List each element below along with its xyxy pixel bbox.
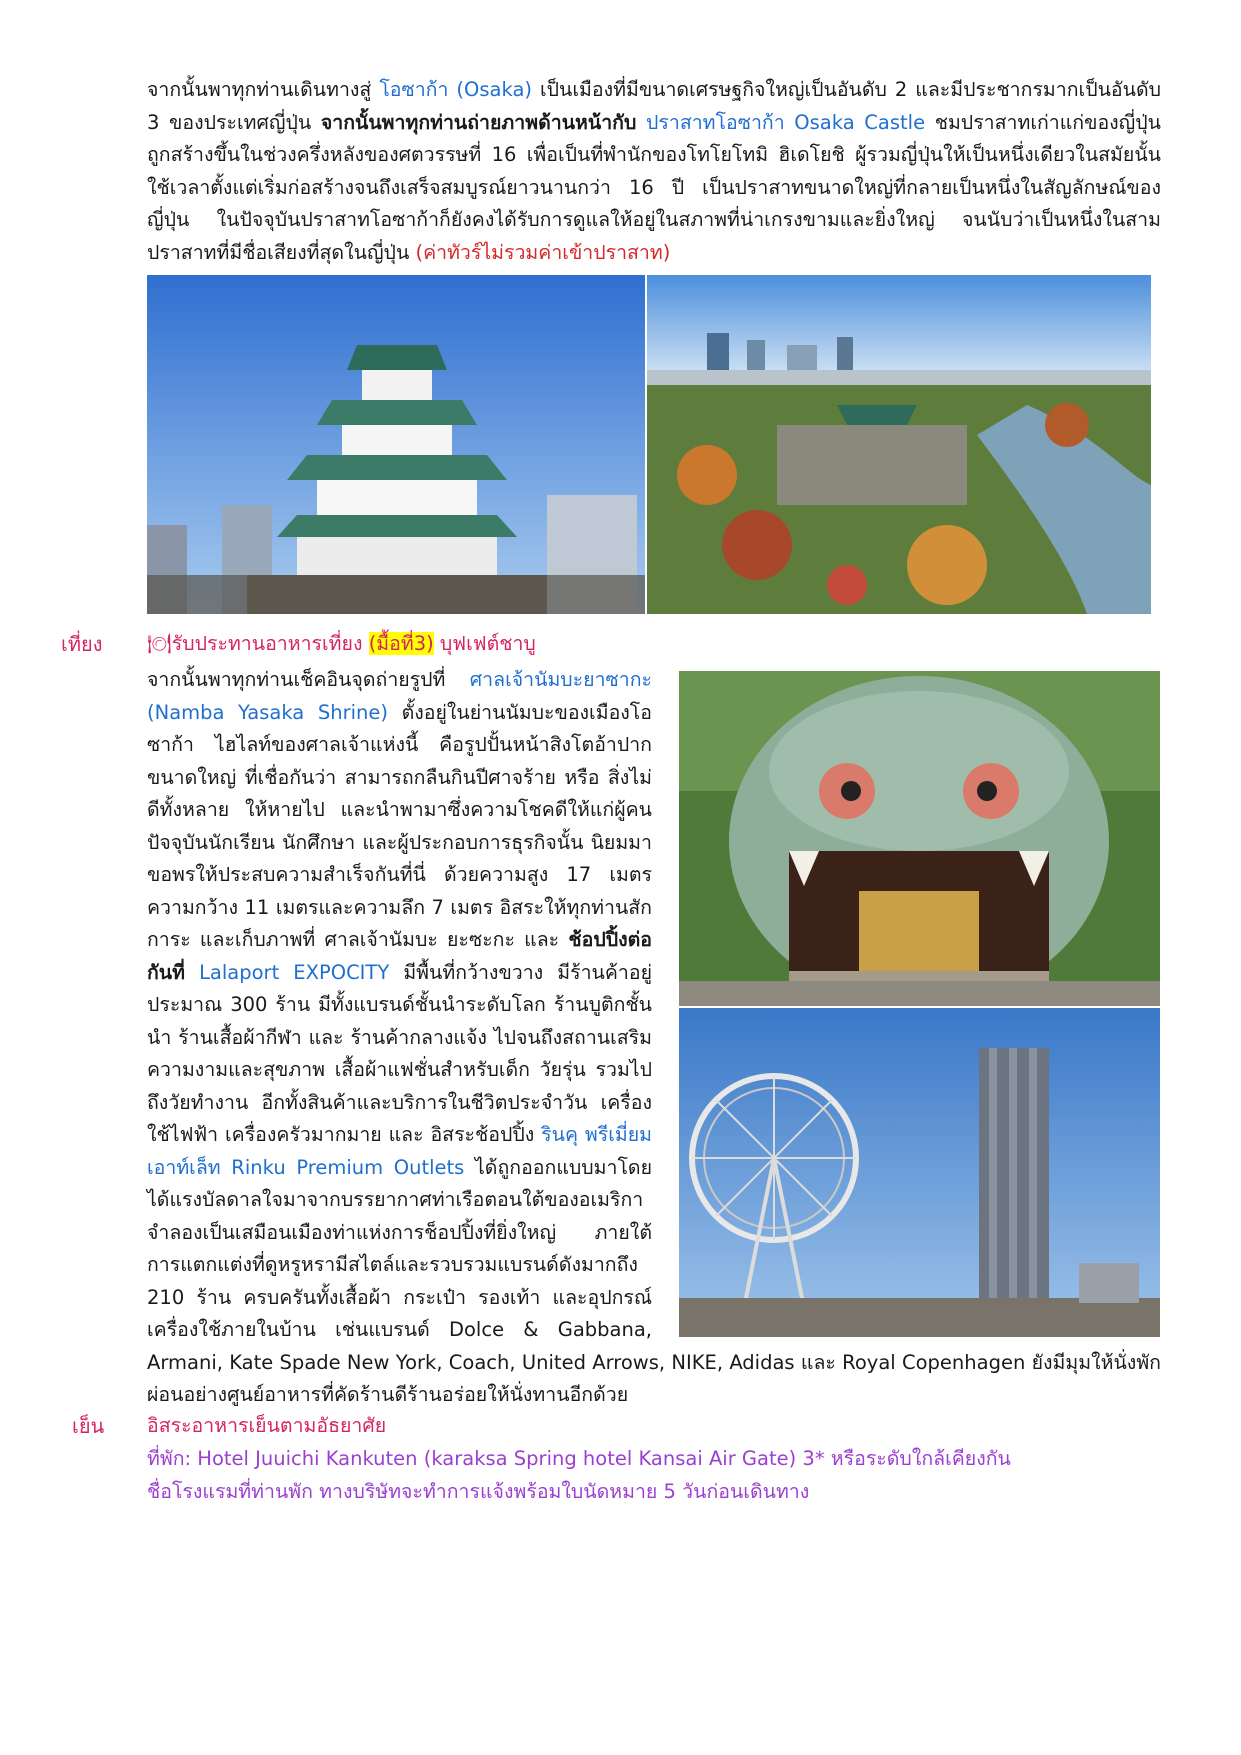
intro-text: ชมปราสาทเก่าแก่ของญี่ปุ่นถูกสร้างขึ้นในช่วงครึ่งหลังของศตวรรษที่ 16 เพื่อเป็นที่พำนักของโทโยโทมิ ฮิเดโยชิ ผู้รวมญี่ปุ่นให้เป็นหนึ่งเดียวในสมัยนั้น ใช้เวลาตั้งแต่เริ่มก่อสร้างจนถึงเสร็จสมบูรณ์ยาวนานกว่า 16 ปี เป็นปราสาทขนาดใหญ่ที่กลายเป็นหนึ่งในสัญลักษณ์ของญี่ปุ่น ในปัจจุบันปราสาทโอซาก้าก็ยังคงได้รับการดูแลให้อยู่ในสภาพที่น่าเกรงขามและยิ่งใหญ่ จนนับว่าเป็นหนึ่งในสามปราสาทที่มีชื่อเสียงที่สุดในญี่ปุ่น — [147, 110, 1161, 264]
shopping-bold: ช้อปปิ้งต่อกันที่ — [147, 928, 652, 984]
castle-fee-note: (ค่าทัวร์ไม่รวมค่าเข้าปราสาท) — [415, 240, 671, 264]
namba-text: มีพื้นที่กว้างขวาง มีร้านค้าอยู่ประมาณ 300 ร้าน มีทั้งแบรนด์ชั้นนำระดับโลก ร้านบูติกชั้นนำ ร้านเสื้อผ้ากีฬา และ ร้านค้ากลางแจ้ง ไปจนถึงสถานเสริมความงามและสุขภาพ เสื้อผ้าแฟชั่นสำหรับเด็ก วัยรุ่น รวมไปถึงวัยทำงาน อีกทั้งสินค้าและบริการในชีวิตประจำวัน เครื่องใช้ไฟฟ้า เครื่องครัวมากมาย และ อิสระช้อปปิ้ง — [147, 960, 652, 1146]
namba-shrine-link[interactable]: ศาลเจ้านัมบะยาซากะ (Namba Yasaka Shrine) — [147, 668, 652, 724]
osaka-link[interactable]: โอซาก้า (Osaka) — [379, 78, 532, 101]
lunch-label: เที่ยง — [61, 632, 103, 656]
dinner-text: อิสระอาหารเย็นตามอัธยาศัย — [147, 1414, 387, 1437]
meal-number: (มื้อที่3) — [368, 632, 434, 655]
intro-bold: จากนั้นพาทุกท่านถ่ายภาพด้านหน้ากับ — [320, 110, 637, 134]
lunch-text: รับประทานอาหารเที่ยง — [171, 632, 369, 655]
dinner-label: เย็น — [72, 1414, 105, 1438]
osaka-castle-aerial-image — [647, 275, 1151, 614]
osaka-castle-image — [147, 275, 645, 614]
namba-text: Armani, Kate Spade New York, Coach, United Arrows, NIKE, Adidas และ Royal Copenhagen ยังมีมุมให้นั่งพักผ่อนอย่างศูนย์อาหารที่คัดร้านดีร้านอร่อยให้นั่งทานอีกด้วย — [147, 1350, 1161, 1406]
lunch-menu: บุฟเฟต์ชาบู — [433, 632, 536, 655]
osaka-castle-link[interactable]: ปราสาทโอซาก้า Osaka Castle — [646, 110, 926, 134]
osaka-castle-aerial-photo — [647, 275, 1151, 614]
hotel-notice: ชื่อโรงแรมที่ท่านพัก ทางบริษัทจะทำการแจ้งพร้อมใบนัดหมาย 5 วันก่อนเดินทาง — [147, 1480, 810, 1503]
namba-paragraph — [147, 664, 1161, 1412]
hotel-info: ที่พัก: Hotel Juuichi Kankuten (karaksa Spring hotel Kansai Air Gate) 3* หรือระดับใกล้เคียงกัน — [147, 1447, 1011, 1470]
namba-text: ตั้งอยู่ในย่านนัมบะของเมืองโอซาก้า ไฮไลท์ของศาลเจ้าแห่งนี้ คือรูปปั้นหน้าสิงโตอ้าปากขนาดใหญ่ ที่เชื่อกันว่า สามารถกลืนกินปีศาจร้าย หรือ สิ่งไม่ดีทั้งหลาย ให้หายไป และนำพามาซึ่งความโชคดีให้แก่ผู้คน ปัจจุบันนักเรียน นักศึกษา และผู้ประกอบการธุรกิจนั้น นิยมมาขอพรให้ประสบความสำเร็จกันที่นี่ ด้วยความสูง 17 เมตร ความกว้าง 11 เมตรและความลึก 7 เมตร อิสระให้ทุกท่านสักการะ และเก็บภาพที่ ศาลเจ้านัมบะ ยะซะกะ และ — [147, 700, 652, 951]
lunch-line — [147, 628, 536, 659]
intro-text: จากนั้นพาทุกท่านเดินทางสู่ — [147, 78, 380, 101]
intro-text: เป็นเมืองที่มีขนาดเศรษฐกิจใหญ่เป็นอันดับ 2 และมีประชากรมากเป็นอันดับ 3 ของประเทศญี่ปุ่น — [147, 78, 1161, 134]
intro-paragraph — [147, 74, 1161, 269]
float-left — [666, 664, 1161, 1339]
dining-icon: 🍽 — [147, 632, 172, 655]
rinku-outlets-link[interactable]: รินคุ พรีเมี่ยม เอาท์เล็ท Rinku Premium Outlets — [147, 1123, 652, 1179]
namba-text: จากนั้นพาทุกท่านเช็คอินจุดถ่ายรูปที่ — [147, 668, 470, 691]
lalaport-link[interactable]: Lalaport EXPOCITY — [199, 960, 390, 984]
namba-text: ได้ถูกออกแบบมาโดยได้แรงบัลดาลใจมาจากบรรยากาศท่าเรือตอนใต้ของอเมริกา จำลองเป็นเสมือนเมืองท่าแห่งการช็อปปิ้งที่ยิ่งใหญ่ ภายใต้การแตกแต่งที่ดูหรูหรามีสไตล์และรวบรวมแบรนด์ดังมากถึง 210 ร้าน ครบครันทั้งเสื้อผ้า กระเป๋า รองเท้า และอุปกรณ์เครื่องใช้ภายในบ้าน เช่นแบรนด์ Dolce & Gabbana, — [147, 1155, 653, 1341]
osaka-castle-photo — [147, 275, 645, 614]
